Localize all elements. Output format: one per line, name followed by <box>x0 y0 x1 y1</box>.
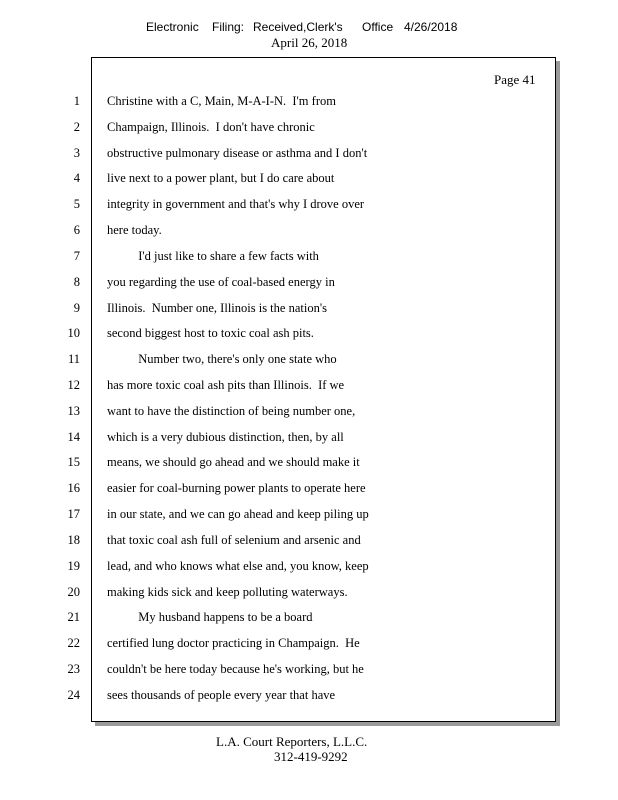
line-text: integrity in government and that's why I drove over <box>107 197 365 211</box>
line-number: 2 <box>73 120 80 134</box>
line-text: sees thousands of people every year that have <box>107 688 336 702</box>
line-number: 22 <box>67 636 80 650</box>
filing-stamp-part: Received,Clerk's <box>253 20 343 34</box>
filing-stamp-part: Office <box>362 20 394 34</box>
line-text: I'd just like to share a few facts with <box>107 249 319 263</box>
footer-phone: 312-419-9292 <box>274 749 348 764</box>
page-number: Page 41 <box>494 72 536 87</box>
line-text: Number two, there's only one state who <box>107 352 337 366</box>
filing-stamp-part: 4/26/2018 <box>404 20 458 34</box>
line-text: has more toxic coal ash pits than Illinois. If we <box>107 378 345 392</box>
filing-stamp-part: Electronic <box>146 20 199 34</box>
line-text: means, we should go ahead and we should make it <box>107 455 360 469</box>
line-text: My husband happens to be a board <box>107 610 313 624</box>
line-number: 21 <box>67 610 80 624</box>
line-number: 13 <box>67 404 80 418</box>
line-text: want to have the distinction of being number one, <box>107 404 356 418</box>
line-number: 1 <box>73 94 80 108</box>
line-text: here today. <box>107 223 162 237</box>
line-number: 19 <box>67 559 80 573</box>
line-number: 9 <box>73 301 80 315</box>
line-number: 14 <box>67 430 80 444</box>
line-text: Christine with a C, Main, M-A-I-N. I'm from <box>107 94 336 108</box>
line-number: 10 <box>67 326 80 340</box>
line-text: Champaign, Illinois. I don't have chronic <box>107 120 315 134</box>
line-text: Illinois. Number one, Illinois is the nation's <box>107 301 327 315</box>
line-text: second biggest host to toxic coal ash pits. <box>107 326 314 340</box>
line-text: certified lung doctor practicing in Champaign. He <box>107 636 360 650</box>
line-number: 6 <box>73 223 80 237</box>
line-number: 12 <box>67 378 80 392</box>
line-text: obstructive pulmonary disease or asthma and I don't <box>107 146 368 160</box>
line-text: that toxic coal ash full of selenium and arsenic and <box>107 533 361 547</box>
line-number: 20 <box>67 585 80 599</box>
footer-company: L.A. Court Reporters, L.L.C. <box>216 734 368 749</box>
line-number: 16 <box>67 481 80 495</box>
line-number: 15 <box>67 455 80 469</box>
line-number: 17 <box>67 507 80 521</box>
line-text: making kids sick and keep polluting waterways. <box>107 585 348 599</box>
line-number: 4 <box>73 171 80 185</box>
filing-date: April 26, 2018 <box>271 35 348 50</box>
line-number: 5 <box>73 197 80 211</box>
line-text: you regarding the use of coal-based energy in <box>107 275 335 289</box>
line-number: 3 <box>73 146 80 160</box>
line-text: live next to a power plant, but I do care about <box>107 171 335 185</box>
line-number: 18 <box>67 533 80 547</box>
line-number: 11 <box>67 352 80 366</box>
line-number: 23 <box>67 662 80 676</box>
line-number: 8 <box>73 275 80 289</box>
line-number: 7 <box>73 249 80 263</box>
line-text: lead, and who knows what else and, you know, keep <box>107 559 369 573</box>
filing-stamp-part: Filing: <box>212 20 245 34</box>
line-text: which is a very dubious distinction, then, by all <box>107 430 344 444</box>
line-number: 24 <box>67 688 80 702</box>
line-text: in our state, and we can go ahead and keep piling up <box>107 507 369 521</box>
line-text: easier for coal-burning power plants to operate here <box>107 481 366 495</box>
line-text: couldn't be here today because he's working, but he <box>107 662 364 676</box>
